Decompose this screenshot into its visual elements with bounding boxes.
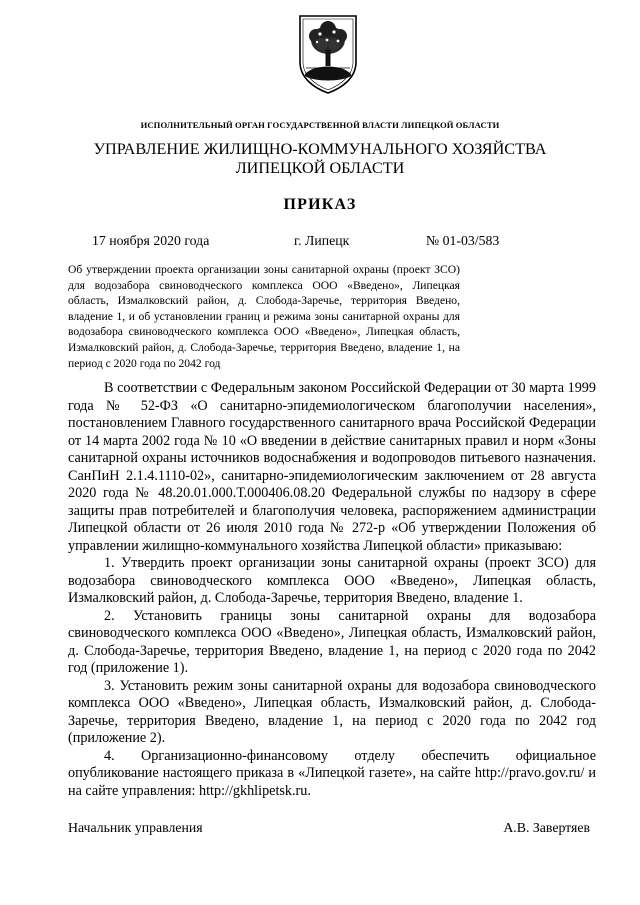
- preamble-paragraph: В соответствии с Федеральным законом Российской Федерации от 30 марта 1999 года № 52-ФЗ «О санитарно-эпидемиологическом благополучии населения», постановлением Главного государственного санитарного врача Российской Федерации от 14 марта 2002 года № 10 «О введении в действие санитарных правил и норм «Зоны санитарной охраны источников водоснабжения и водопроводов питьевого назначения. СанПиН 2.1.4.1110-02», санитарно-эпидемиологическим заключением от 28 августа 2020 года № 48.20.01.000.Т.000406.08.20 Федеральной службы по надзору в сфере защиты прав потребителей и благополучия человека, распоряжением администрации Липецкой области от 26 июля 2010 года № 272-р «Об утверждении Положения об управлении жилищно-коммунального хозяйства Липецкой области» приказываю:: [68, 380, 596, 554]
- order-item-2: 2. Установить границы зоны санитарной охраны для водозабора свиноводческого комплекса ООО «Введено», Липецкая область, Измалковский район, д. Слобода-Заречье, территория Введено, владение 1, на период с 2020 года по 2042 год (приложение 1).: [68, 607, 596, 676]
- order-item-3: 3. Установить режим зоны санитарной охраны для водозабора свиноводческого комплекса ООО «Введено», Липецкая область, Измалковский район, д. Слобода-Заречье, территория Введено, владение 1, на период с 2020 года по 2042 год (приложение 2).: [68, 677, 596, 746]
- signatory-position: Начальник управления: [68, 820, 203, 835]
- document-subject: Об утверждении проекта организации зоны санитарной охраны (проект ЗСО) для водозабора свиноводческого комплекса ООО «Введено», Липецкая область, Измалковский район, д. Слобода-Заречье, территория Введено, владение 1, и об установлении границ и режима зоны санитарной охраны для водозабора свиноводческого комплекса ООО «Введено», Липецкая область, Измалковский район, д. Слобода-Заречье, территория Введено, владение 1, на период с 2020 года по 2042 год: [68, 263, 460, 370]
- document-date: 17 ноября 2020 года: [92, 233, 210, 248]
- order-item-4: 4. Организационно-финансовому отделу обеспечить официальное опубликование настоящего приказа в «Липецкой газете», на сайте http://pravo.gov.ru/ и на сайте управления: http://gkhlipetsk.ru.: [68, 747, 596, 799]
- department-line-1: УПРАВЛЕНИЕ ЖИЛИЩНО-КОММУНАЛЬНОГО ХОЗЯЙСТВА: [93, 140, 547, 158]
- order-item-1: 1. Утвердить проект организации зоны санитарной охраны (проект ЗСО) для водозабора свиноводческого комплекса ООО «Введено», Липецкая область, Измалковский район, д. Слобода-Заречье, территория Введено, владение 1.: [68, 555, 596, 606]
- document-body: [68, 380, 596, 800]
- document-number: № 01-03/583: [426, 233, 500, 248]
- document-city: г. Липецк: [294, 233, 350, 248]
- signatory-name: А.В. Завертяев: [503, 820, 590, 835]
- authority-name: ИСПОЛНИТЕЛЬНЫЙ ОРГАН ГОСУДАРСТВЕННОЙ ВЛАСТИ ЛИПЕЦКОЙ ОБЛАСТИ: [140, 120, 500, 130]
- department-line-2: ЛИПЕЦКОЙ ОБЛАСТИ: [235, 159, 405, 177]
- document-type: ПРИКАЗ: [283, 196, 357, 213]
- department-name: [0, 140, 640, 178]
- coat-of-arms-icon: [296, 12, 360, 96]
